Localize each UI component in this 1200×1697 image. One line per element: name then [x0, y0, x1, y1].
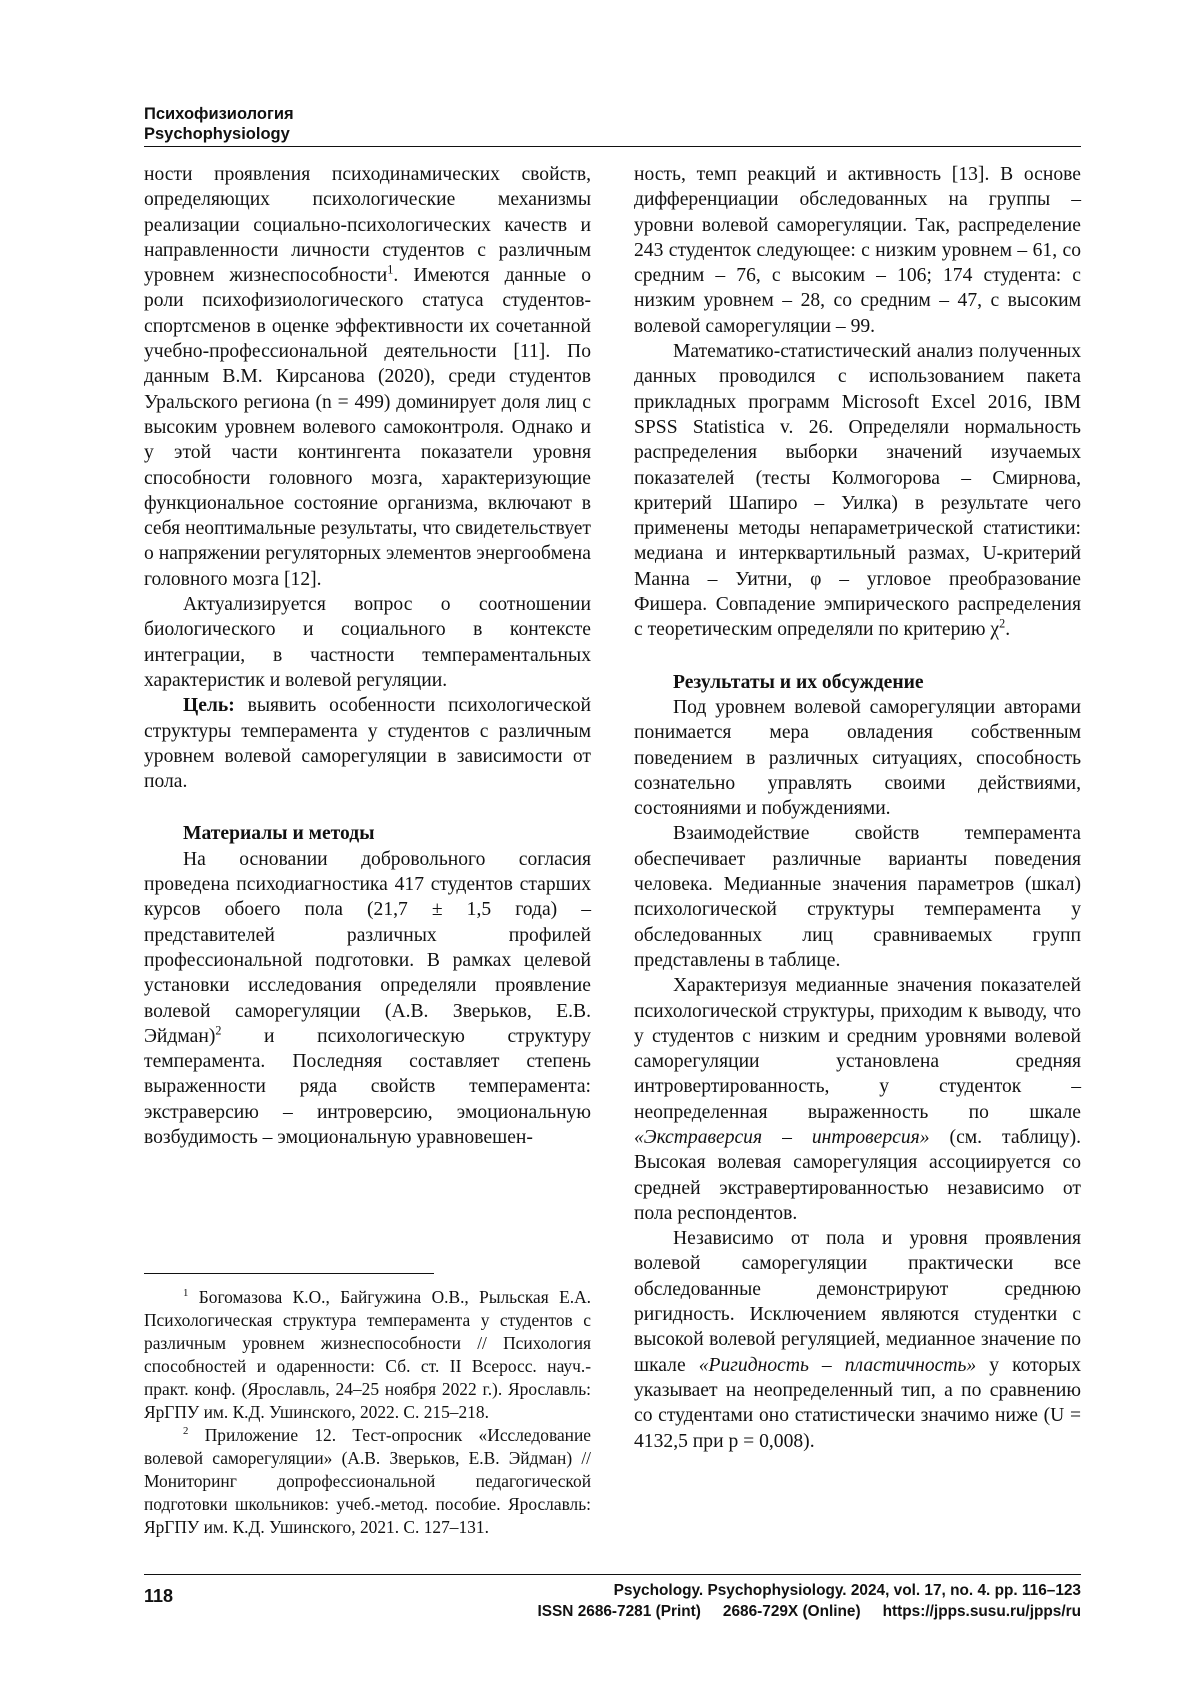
- journal-footer: [538, 1580, 1082, 1622]
- results-heading: Результаты и их обсуждение: [673, 671, 924, 693]
- paragraph: ности проявления психодинамических свойств, определяющих психологические механизмы реализации социально-психологических качеств и направленности личности студентов с различным уровнем жизнеспособности$^1$. Имеются данные о роли психофизиологического статуса студентов-спортсменов в оценке эффективности их сочетанной учебно-профессиональной деятельности [11]. По данным В.М. Кирсанова (2020), среди студентов Уральского региона (n = 499) доминирует доля лиц с высоким уровнем волевого самоконтроля. Однако и у этой части контингента показатели уровня способности головного мозга, характеризующие функциональное состояние организма, включают в себя неоптимальные результаты, что свидетельствует о напряжении регуляторных элементов энергообмена головного мозга [12].: [144, 164, 591, 590]
- journal-citation: Psychology. Psychophysiology. 2024, vol. 17, no. 4. pp. 116–123: [613, 1582, 1081, 1599]
- footnotes: [144, 1286, 591, 1539]
- paragraph: Математико-статистический анализ полученных данных проводился с использованием пакета прикладных программ Microsoft Excel 2016, IBM SPSS Statistica v. 26. Определяли нормальность распределения выборки значений изучаемых показателей (тесты Колмогорова – Смирнова, критерий Шапиро – Уилка) в результате чего применены методы непараметрической статистики: медиана и интерквартильный размах, U-критерий Манна – Уитни, φ – угловое преобразование Фишера. Совпадение эмпирического распределения с теоретическим определяли по критерию $\chi^2$.: [634, 341, 1081, 641]
- footnote-ref[interactable]: 1: [387, 262, 394, 277]
- section-title-en: Psychophysiology: [144, 125, 290, 143]
- methods-heading: Материалы и методы: [183, 823, 375, 845]
- paragraph: Независимо от пола и уровня проявления волевой саморегуляции практически все обследованные демонстрируют среднюю ригидность. Исключением являются студентки с высокой волевой регуляцией, медианное значение по шкале «Ригидность – пластичность» у которых указывает на неопределенный тип, а по сравнению со студентами оно статистически значимо ниже (U = 4132,5 при p = 0,008).: [634, 1228, 1081, 1452]
- aim-paragraph: Цель: выявить особенности психологической структуры темперамента у студентов с различным уровнем волевой саморегуляции в зависимости от пола.: [144, 695, 591, 793]
- footnote-separator: [144, 1273, 434, 1274]
- journal-url[interactable]: https://jpps.susu.ru/jpps/ru: [882, 1603, 1081, 1620]
- paragraph: ность, темп реакций и активность [13]. В основе дифференциации обследованных на группы – уровни волевой саморегуляции. Так, распределение 243 студенток следующее: с низким уровнем – 61, со средним – 76, с высоким – 106; 174 студента: с низким уровнем – 28, со средним – 47, с высоким волевой саморегуляции – 99.: [634, 164, 1081, 337]
- section-title-ru: Психофизиология: [144, 105, 294, 123]
- left-column: [144, 162, 591, 1150]
- paragraph: На основании добровольного согласия проведена психодиагностика 417 студентов старших курсов обоего пола (21,7 ± 1,5 года) – представителей различных профилей профессиональной подготовки. В рамках целевой установки исследования определяли проявление волевой саморегуляции (А.В. Зверьков, Е.В. Эйдман)$^2$ и психологическую структуру темперамента. Последняя составляет степень выраженности ряда свойств темперамента: экстраверсию – интроверсию, эмоциональную возбудимость – эмоциональную уравновешен-: [144, 848, 591, 1148]
- scale-name: «Ригидность – пластичность»: [698, 1354, 977, 1376]
- footer-rule: [144, 1574, 1081, 1575]
- paragraph: Актуализируется вопрос о соотношении биологического и социального в контексте интеграции, в частности темпераментальных характеристик и волевой регуляции.: [144, 594, 591, 691]
- paragraph: Под уровнем волевой саморегуляции авторами понимается мера овладения собственным поведением в различных ситуациях, способность сознательно управлять своими действиями, состояниями и побуждениями.: [634, 696, 1081, 820]
- aim-label: Цель:: [183, 695, 235, 717]
- right-column: [634, 162, 1081, 1454]
- scale-name: «Экстраверсия – интроверсия»: [634, 1126, 930, 1148]
- footnote-2: $^2$ Приложение 12. Тест-опросник «Исследование волевой саморегуляции» (А.В. Зверьков, Е.В. Эйдман) // Мониторинг допрофессиональной педагогической подготовки школьников: учеб.-метод. пособие. Ярославль: ЯрГПУ им. К.Д. Ушинского, 2021. С. 127–131.: [144, 1425, 591, 1537]
- header-rule: [144, 146, 1081, 147]
- running-header: [144, 104, 294, 144]
- paragraph: Взаимодействие свойств темперамента обеспечивает различные варианты поведения человека. Медианные значения параметров (шкал) психологической структуры темперамента у обследованных лиц сравниваемых групп представлены в таблице.: [634, 823, 1081, 971]
- footnote-1: $^1$ Богомазова К.О., Байгужина О.В., Рыльская Е.А. Психологическая структура темперамента у студентов с различным уровнем жизнеспособности // Психология способностей и одаренности: Сб. ст. II Всеросс. науч.-практ. конф. (Ярославль, 24–25 ноября 2022 г.). Ярославль: ЯрГПУ им. К.Д. Ушинского, 2022. С. 215–218.: [144, 1287, 591, 1422]
- footnote-ref[interactable]: 2: [215, 1023, 222, 1038]
- page-number: 118: [144, 1586, 174, 1606]
- issn-line: ISSN 2686-7281 (Print) 2686-729X (Online) https://jpps.susu.ru/jpps/ru: [537, 1603, 1081, 1620]
- paragraph: Характеризуя медианные значения показателей психологической структуры, приходим к выводу, что у студентов с низким и средним уровнями волевой саморегуляции установлена средняя интровертированность, у студенток – неопределенная выраженность по шкале «Экстраверсия – интроверсия» (см. таблицу). Высокая волевая саморегуляция ассоциируется со средней экстравертированностью независимо от пола респондентов.: [634, 975, 1082, 1224]
